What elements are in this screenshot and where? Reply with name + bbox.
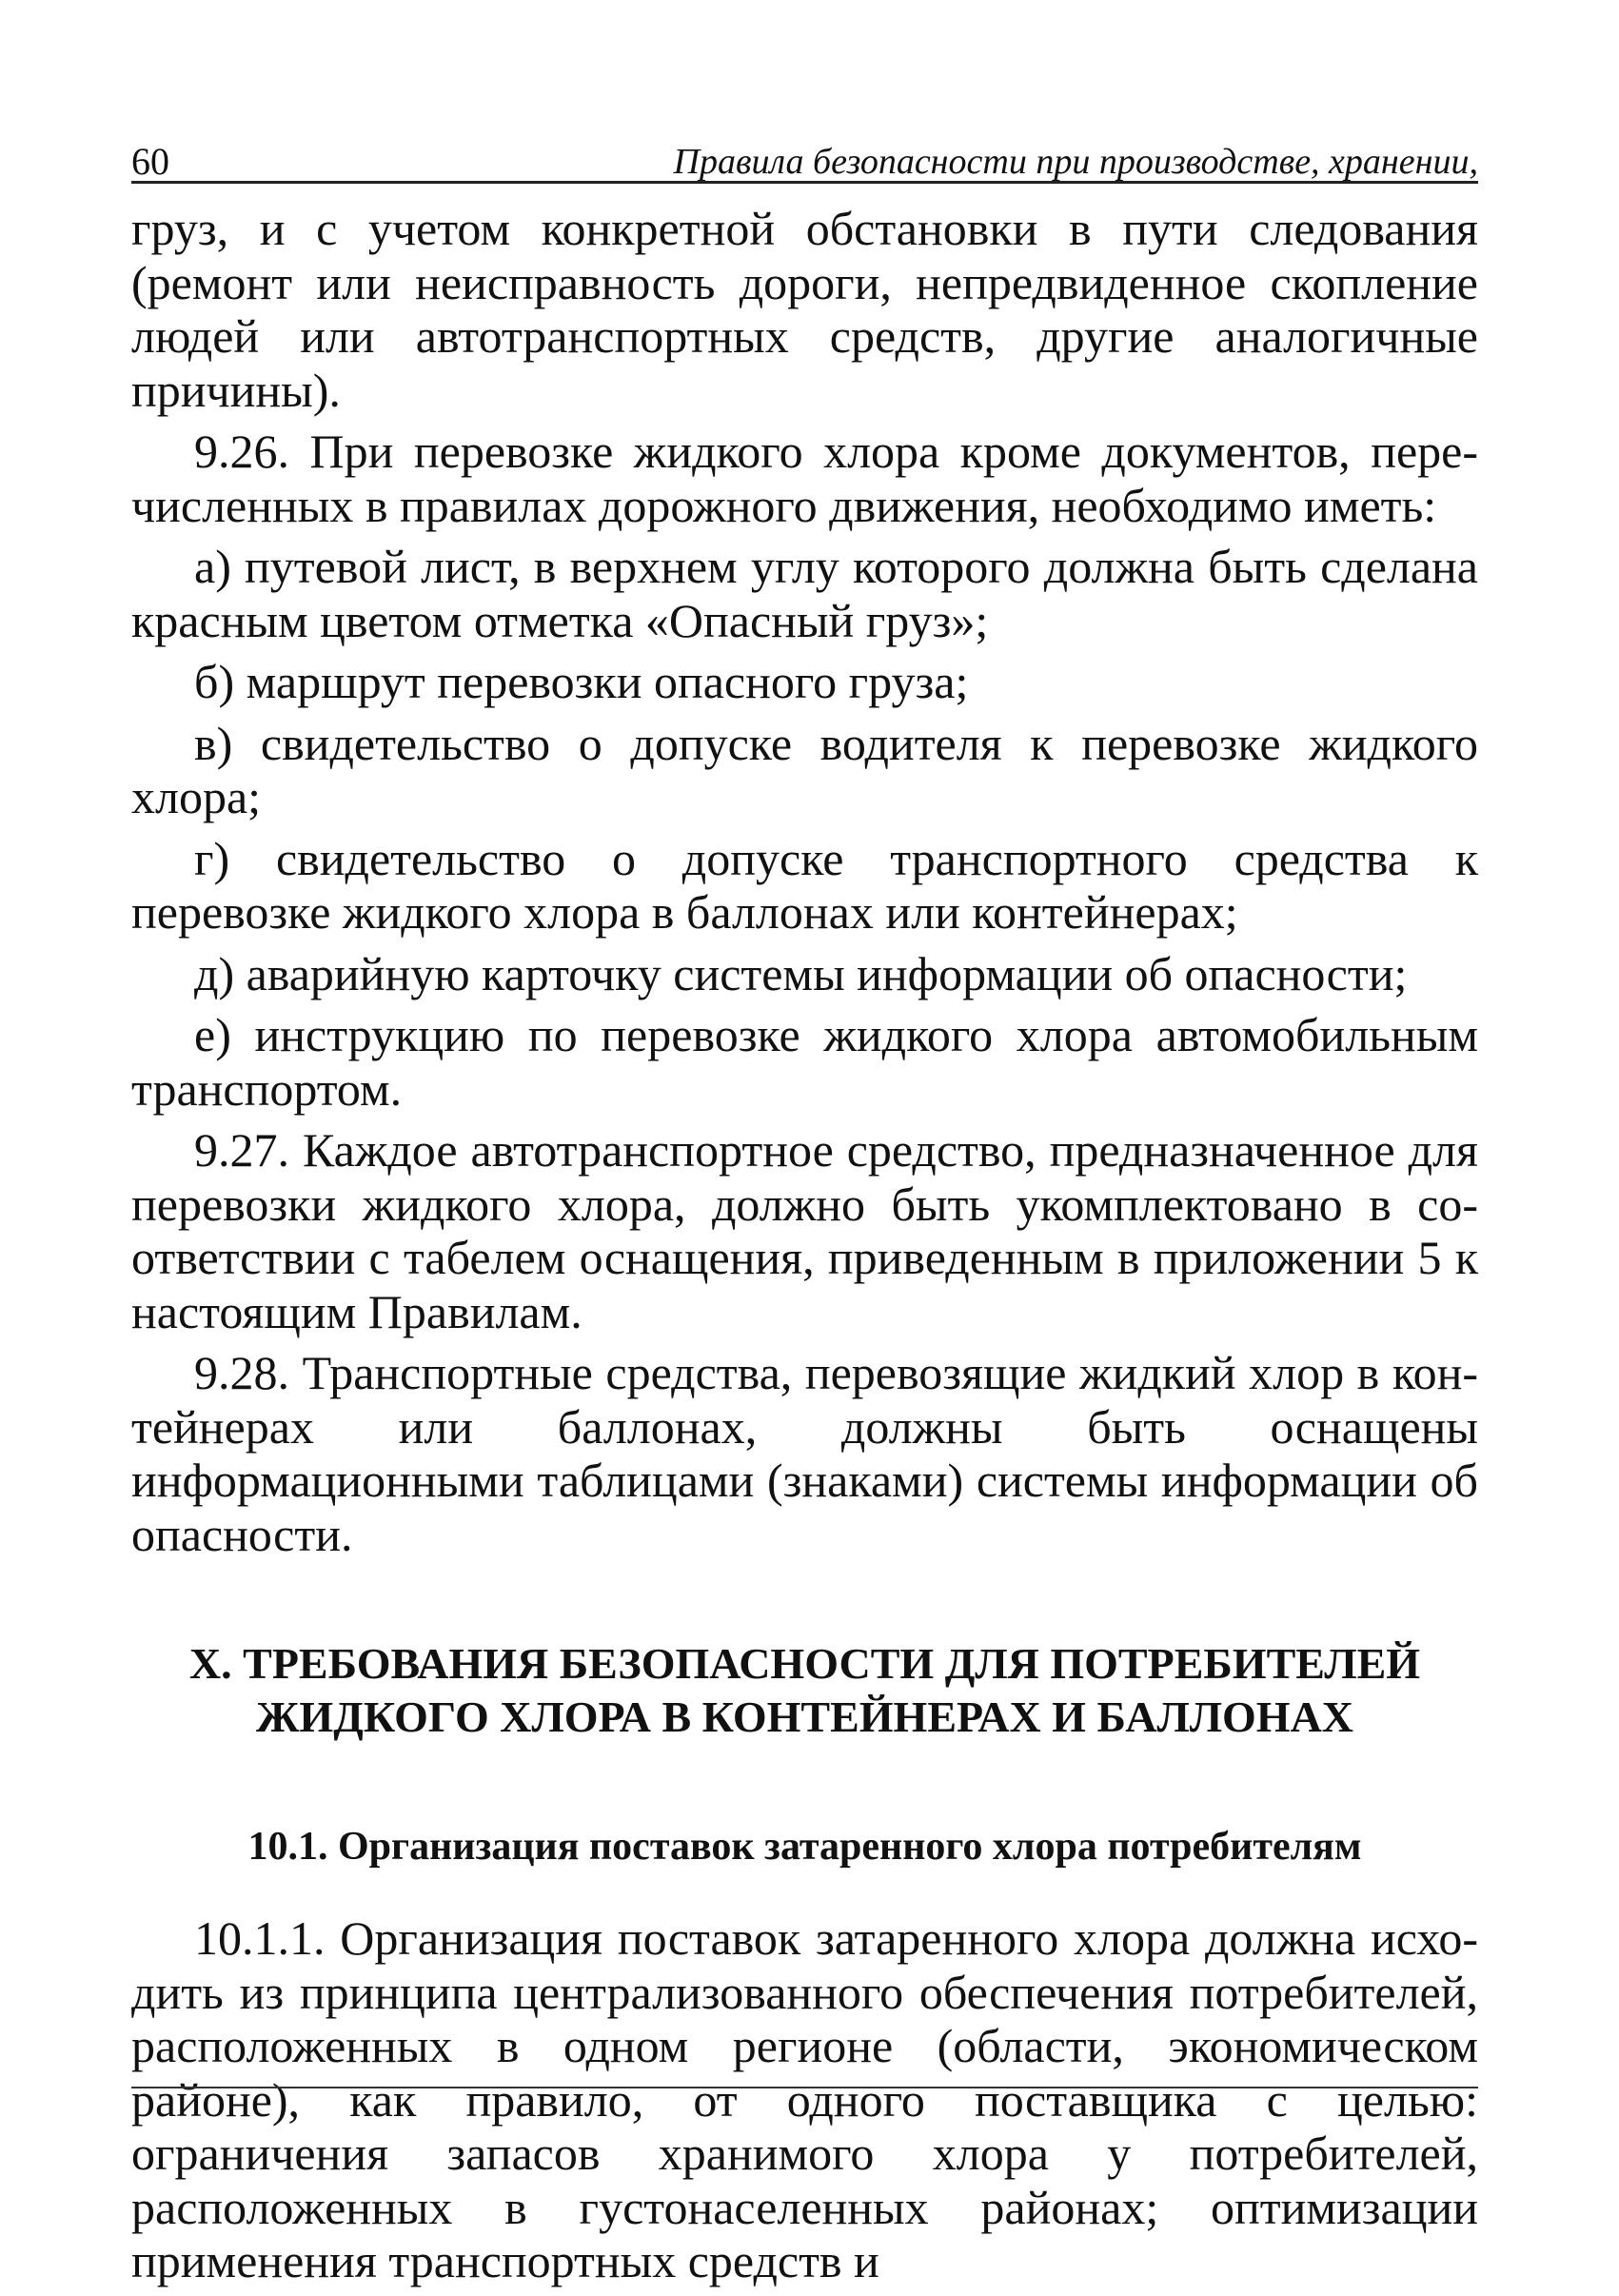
list-item-e: е) инструкцию по перевозке жидкого хлора автомобильным транспортом.	[131, 1008, 1478, 1116]
section-heading-line-2: ЖИДКОГО ХЛОРА В КОНТЕЙНЕРАХ И БАЛЛОНАХ	[255, 1692, 1354, 1741]
section-heading-line-1: X. ТРЕБОВАНИЯ БЕЗОПАСНОСТИ ДЛЯ ПОТРЕБИТЕЛЕЙ	[188, 1639, 1421, 1688]
page-header	[131, 140, 1478, 184]
list-item-d: д) аварийную карточку системы информации об опасности;	[194, 946, 1408, 1000]
running-title: Правила безопасности при производстве, хранении,	[673, 142, 1478, 182]
list-item-b: б) маршрут перевозки опасного груза;	[194, 655, 969, 708]
paragraph-10-1-1: 10.1.1. Организация поставок затаренного хлора должна исходить из принципа централизованного обеспечения потребителей, расположенных в одном регионе (области, экономическом районе), как правило, от одного поставщика с целью: ограничения запасов хранимого хлора у потребителей, расположенных в густонаселенных районах; оптимизации применения транспортных средств и	[131, 1911, 1478, 2287]
page-number: 60	[131, 140, 169, 183]
paragraph-9-26: 9.26. При перевозке жидкого хлора кроме документов, перечисленных в правилах дорожного движения, необходимо иметь:	[131, 425, 1478, 532]
page-body	[131, 202, 1478, 2296]
section-heading	[131, 1637, 1478, 1744]
list-item-g: г) свидетельство о допуске транспортного средства к перевозке жидкого хлора в баллонах или контейнерах;	[131, 831, 1478, 939]
paragraph-9-27: 9.27. Каждое автотранспортное средство, предназначенное для перевозки жидкого хлора, должно быть укомплектовано в соответствии с табелем оснащения, приведенным в приложении 5 к настоящим Правилам.	[131, 1123, 1478, 1338]
paragraph-9-28: 9.28. Транспортные средства, перевозящие жидкий хлор в контейнерах или баллонах, должны быть оснащены информационными таблицами (знаками) системы информации об опасности.	[131, 1346, 1478, 1561]
footer-rule	[131, 2087, 1478, 2088]
list-item-a: а) путевой лист, в верхнем углу которого должна быть сделана красным цветом отметка «Опасный груз»;	[131, 540, 1478, 647]
subsection-heading: 10.1. Организация поставок затаренного хлора потребителям	[247, 1825, 1362, 1869]
paragraph-continuation: груз, и с учетом конкретной обстановки в пути следования (ремонт или неисправность дороги, непредвиденное скопление людей или автотранспортных средств, другие аналогичные причины).	[131, 202, 1478, 417]
list-item-v: в) свидетельство о допуске водителя к перевозке жидкого хлора;	[131, 716, 1478, 823]
